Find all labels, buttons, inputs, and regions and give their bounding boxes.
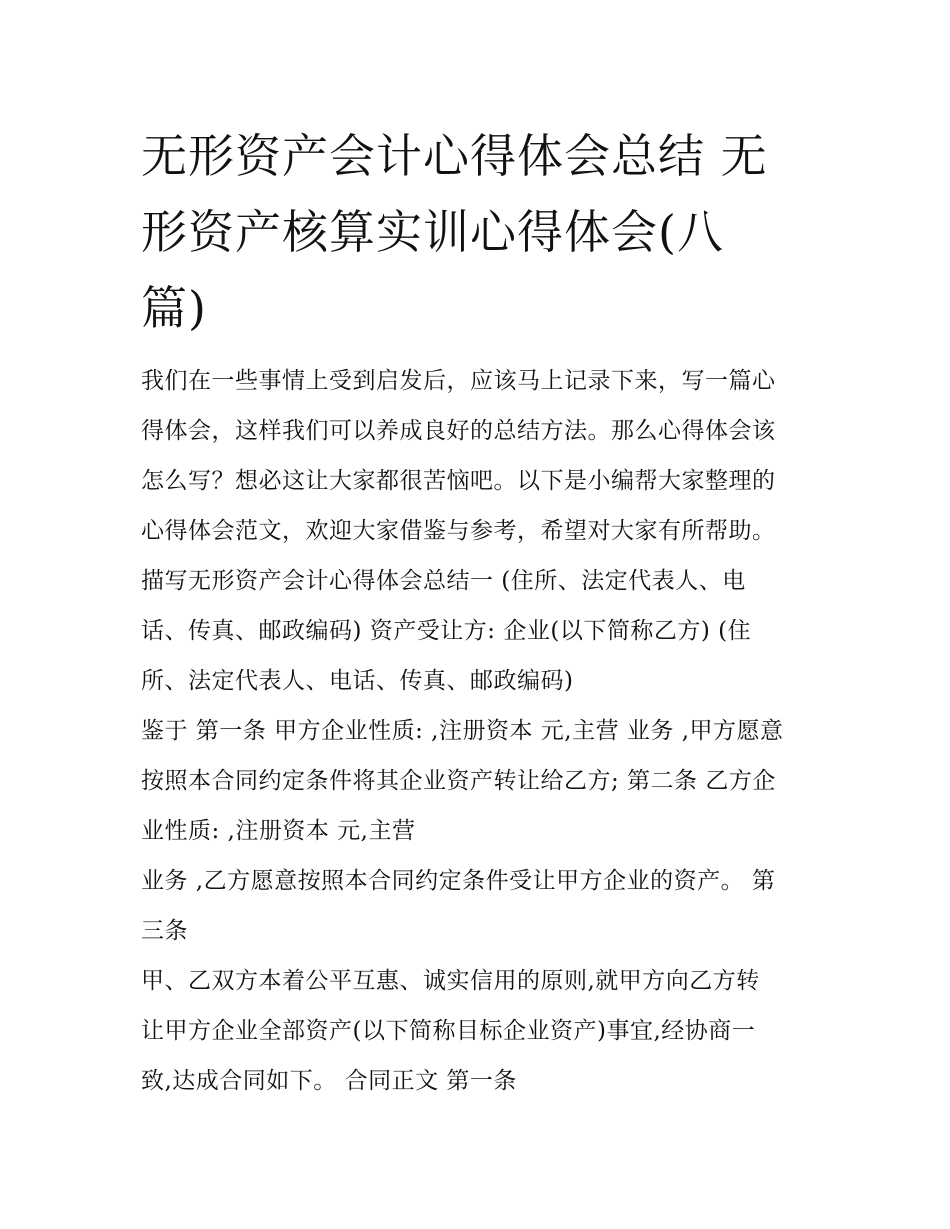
business-paragraph	[141, 856, 821, 956]
text-line: 按照本合同约定条件将其企业资产转让给乙方; 第二条 乙方企	[141, 768, 776, 794]
document-body	[141, 356, 821, 1106]
text-line: 业性质: ,注册资本 元,主营	[141, 818, 416, 844]
text-line: 业务 ,乙方愿意按照本合同约定条件受让甲方企业的资产。 第	[141, 868, 776, 894]
text-line: 甲、乙双方本着公平互惠、诚实信用的原则,就甲方向乙方转	[141, 968, 760, 994]
text-line: 三条	[141, 918, 188, 944]
title-line: 无形资产会计心得体会总结 无	[141, 129, 768, 183]
title-line: 篇)	[141, 281, 207, 335]
document-title	[141, 118, 821, 346]
text-line: 怎么写？想必这让大家都很苦恼吧。以下是小编帮大家整理的	[141, 468, 776, 494]
text-line: 致,达成合同如下。 合同正文 第一条	[141, 1068, 517, 1094]
text-line: 得体会，这样我们可以养成良好的总结方法。那么心得体会该	[141, 418, 776, 444]
text-line: 鉴于 第一条 甲方企业性质: ,注册资本 元,主营 业务 ,甲方愿意	[141, 718, 784, 744]
title-line: 形资产核算实训心得体会(八	[141, 205, 724, 259]
section-one-paragraph	[141, 556, 821, 706]
intro-paragraph	[141, 356, 821, 556]
agreement-paragraph	[141, 956, 821, 1106]
text-line: 我们在一些事情上受到启发后，应该马上记录下来，写一篇心	[141, 368, 776, 394]
text-line: 话、传真、邮政编码) 资产受让方: 企业(以下简称乙方) (住	[141, 618, 752, 644]
document-page	[141, 118, 821, 1106]
text-line: 所、法定代表人、电话、传真、邮政编码)	[141, 668, 574, 694]
whereas-paragraph	[141, 706, 821, 856]
text-line: 让甲方企业全部资产(以下简称目标企业资产)事宜,经协商一	[141, 1018, 756, 1044]
text-line: 心得体会范文，欢迎大家借鉴与参考，希望对大家有所帮助。	[141, 518, 776, 544]
text-line: 描写无形资产会计心得体会总结一 (住所、法定代表人、电	[141, 568, 746, 594]
